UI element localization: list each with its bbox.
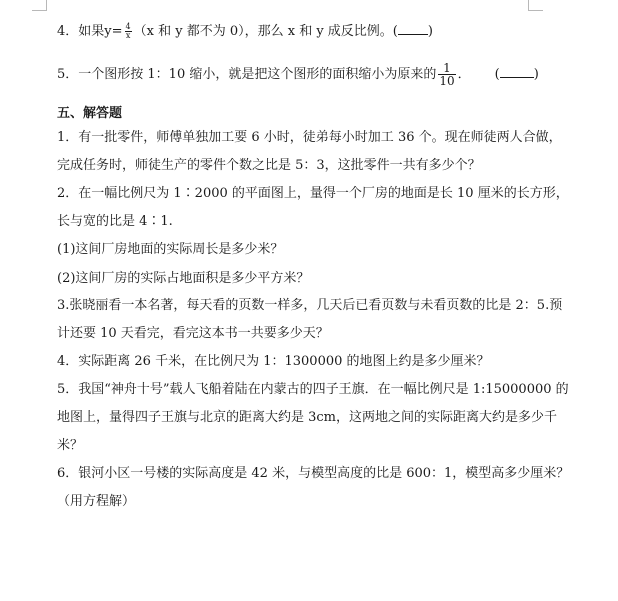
q4-fraction-numerator: 4 <box>125 22 131 31</box>
problem-1-line-2: 完成任务时，师徒生产的零件个数之比是 5：3，这批零件一共有多少个？ <box>57 158 481 173</box>
q4-equation-lhs: y= <box>104 24 123 39</box>
problem-5-line-2: 地图上，量得四子王旗与北京的距离大约是 3cm，这两地之间的实际距离大约是多少千 <box>57 410 558 425</box>
judgment-question-4 <box>57 20 433 41</box>
q4-answer-blank[interactable] <box>398 20 428 35</box>
problem-2-sub-1: (1)这间厂房地面的实际周长是多少米？ <box>57 242 284 257</box>
problem-6-line-2: （用方程解） <box>57 494 136 509</box>
q4-fraction-denominator: x <box>125 31 131 40</box>
problem-2-line-1: 2．在一幅比例尺为 1∶2000 的平面图上，量得一个厂房的地面是长 10 厘米的长方形， <box>57 186 569 201</box>
q5-text: 5．一个图形按 1：10 缩小，就是把这个图形的面积缩小为原来的 <box>57 67 437 82</box>
q5-close-paren: ) <box>533 67 539 82</box>
q5-fraction <box>438 62 455 87</box>
problem-1-line-1: 1．有一批零件，师傅单独加工要 6 小时，徒弟每小时加工 36 个。现在师徒两人合做， <box>57 130 562 145</box>
problem-2-sub-2: (2)这间厂房的实际占地面积是多少平方米？ <box>57 271 310 286</box>
q5-fraction-denominator: 10 <box>439 74 455 88</box>
q5-open-paren: ( <box>494 67 500 82</box>
q5-fraction-numerator: 1 <box>438 62 455 75</box>
problem-3-line-1: 3.张晓丽看一本名著，每天看的页数一样多，几天后已看页数与未看页数的比是 2：5.预 <box>57 298 563 313</box>
problem-5-line-3: 米？ <box>57 438 84 453</box>
problem-2-line-2: 长与宽的比是 4∶1. <box>57 214 173 229</box>
page-corner-mark-left <box>32 0 47 11</box>
problem-6-line-1: 6．银河小区一号楼的实际高度是 42 米，与模型高度的比是 600：1，模型高多少厘米？ <box>57 466 570 481</box>
q4-close-paren: ) <box>427 24 433 39</box>
judgment-question-5 <box>57 62 539 87</box>
q5-answer-blank[interactable] <box>500 63 534 78</box>
problem-5-line-1: 5．我国“神舟十号”载人飞船着陆在内蒙古的四子王旗．在一幅比例尺是 1:15000000 的 <box>57 382 569 397</box>
page-corner-mark-right <box>528 0 543 11</box>
q4-fraction <box>125 23 132 40</box>
problem-3-line-2: 计还要 10 天看完，看完这本书一共要多少天？ <box>57 326 329 341</box>
q4-text: （x 和 y 都不为 0），那么 x 和 y 成反比例。( <box>133 24 398 39</box>
q5-period: ． <box>457 67 471 82</box>
problem-4-line-1: 4．实际距离 26 千米，在比例尺为 1：1300000 的地图上约是多少厘米？ <box>57 354 490 369</box>
q4-number: 4．如果 <box>57 24 105 39</box>
section-heading: 五、解答题 <box>57 106 123 121</box>
